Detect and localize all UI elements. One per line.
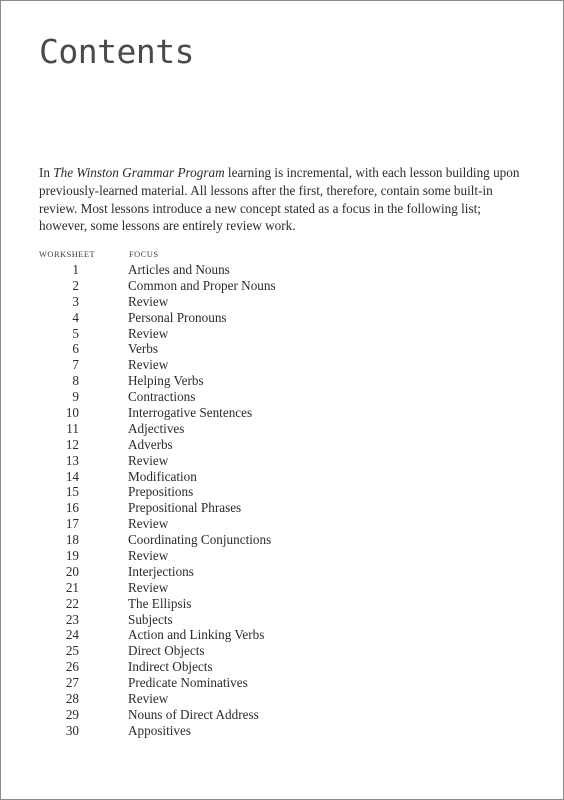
- worksheet-number: 9: [72, 389, 79, 405]
- worksheet-number: 16: [65, 500, 79, 516]
- focus-topic: Adjectives: [128, 420, 185, 436]
- focus-topic: Verbs: [128, 341, 159, 357]
- list-item: [39, 691, 519, 707]
- focus-topic: Interjections: [128, 563, 194, 579]
- focus-topic: Articles and Nouns: [128, 262, 230, 277]
- worksheet-number: 24: [65, 627, 79, 643]
- focus-topic: Prepositions: [128, 484, 194, 500]
- worksheet-number: 30: [65, 722, 79, 738]
- list-item: [39, 707, 519, 723]
- worksheet-number: 1: [72, 262, 79, 277]
- focus-topic: Action and Linking Verbs: [128, 627, 265, 643]
- worksheet-number: 10: [65, 405, 79, 421]
- program-title: The Winston Grammar Program: [53, 165, 225, 180]
- focus-topic: Adverbs: [128, 436, 173, 452]
- focus-topic: Review: [128, 548, 169, 564]
- worksheet-number: 4: [72, 309, 79, 325]
- worksheet-number: 12: [65, 436, 79, 452]
- list-item: [39, 612, 519, 628]
- focus-topic: Review: [128, 579, 169, 595]
- list-item: [39, 469, 519, 485]
- focus-topic: Prepositional Phrases: [128, 500, 242, 516]
- focus-topic: Predicate Nominatives: [128, 675, 248, 691]
- list-item: [39, 723, 519, 739]
- list-item: [39, 389, 519, 405]
- worksheet-number: 22: [65, 595, 79, 611]
- list-item: [39, 405, 519, 421]
- focus-topic: Contractions: [128, 389, 196, 405]
- intro-text-body: learning is incremental, with each lesson building upon previously-learned material. All lessons after the first, therefore, contain some built-in review. Most lessons introduce a new concept stated as a focus in the following list; however, some lessons are entirely review work.: [39, 165, 520, 234]
- list-item: [39, 627, 519, 643]
- worksheet-number: 28: [65, 691, 79, 707]
- list-item: [39, 453, 519, 469]
- focus-topic: Review: [128, 516, 169, 532]
- list-item: [39, 437, 519, 453]
- worksheet-column-header: WORKSHEET: [39, 250, 96, 259]
- focus-topic: Interrogative Sentences: [128, 405, 253, 421]
- list-item: [39, 659, 519, 675]
- list-item: [39, 278, 519, 294]
- list-item: [39, 532, 519, 548]
- list-item: [39, 341, 519, 357]
- focus-topic: Modification: [128, 468, 197, 484]
- focus-topic: Common and Proper Nouns: [128, 277, 276, 293]
- worksheet-number: 13: [65, 452, 79, 468]
- worksheet-number: 18: [65, 532, 79, 548]
- focus-topic: Appositives: [128, 722, 192, 738]
- worksheet-number: 17: [65, 516, 79, 532]
- worksheet-number: 27: [65, 675, 79, 691]
- focus-topic: Nouns of Direct Address: [128, 706, 259, 722]
- focus-column-header: FOCUS: [129, 250, 159, 259]
- intro-text-lead: In: [39, 165, 54, 180]
- list-item: [39, 373, 519, 389]
- focus-topic: Indirect Objects: [128, 659, 213, 675]
- list-item: [39, 548, 519, 564]
- list-item: [39, 357, 519, 373]
- focus-topic: Personal Pronouns: [128, 309, 227, 325]
- focus-topic: Review: [128, 325, 169, 341]
- list-item: [39, 564, 519, 580]
- worksheet-number: 29: [65, 706, 79, 722]
- list-item: [39, 421, 519, 437]
- worksheet-number: 15: [65, 484, 79, 500]
- table-header: [39, 250, 519, 262]
- focus-topic: Subjects: [128, 611, 173, 627]
- list-item: [39, 484, 519, 500]
- focus-topic: Review: [128, 691, 169, 707]
- focus-topic: Direct Objects: [128, 643, 205, 659]
- list-item: [39, 294, 519, 310]
- list-item: [39, 310, 519, 326]
- list-item: [39, 675, 519, 691]
- worksheet-number: 21: [65, 579, 79, 595]
- worksheet-number: 20: [65, 563, 79, 579]
- list-item: [39, 643, 519, 659]
- worksheet-number: 26: [65, 659, 79, 675]
- page-title: Contents: [39, 32, 194, 71]
- intro-paragraph: [39, 164, 529, 235]
- list-item: [39, 500, 519, 516]
- worksheet-number: 8: [72, 373, 79, 389]
- worksheet-number: 3: [72, 293, 79, 309]
- list-item: [39, 516, 519, 532]
- worksheet-number: 2: [72, 277, 79, 293]
- focus-topic: Review: [128, 452, 169, 468]
- list-item: [39, 596, 519, 612]
- focus-topic: Coordinating Conjunctions: [128, 532, 272, 548]
- worksheet-number: 19: [65, 548, 79, 564]
- focus-topic: Helping Verbs: [128, 373, 204, 389]
- focus-topic: The Ellipsis: [128, 595, 192, 611]
- focus-topic: Review: [128, 357, 169, 373]
- worksheet-number: 14: [65, 468, 79, 484]
- list-item: [39, 326, 519, 342]
- worksheet-number: 7: [72, 357, 79, 373]
- worksheet-number: 25: [65, 643, 79, 659]
- list-item: [39, 262, 519, 278]
- worksheet-number: 5: [72, 325, 79, 341]
- focus-topic: Review: [128, 293, 169, 309]
- worksheet-number: 11: [66, 420, 79, 436]
- worksheet-number: 6: [72, 341, 79, 357]
- list-item: [39, 580, 519, 596]
- worksheet-number: 23: [65, 611, 79, 627]
- contents-list: [39, 262, 519, 739]
